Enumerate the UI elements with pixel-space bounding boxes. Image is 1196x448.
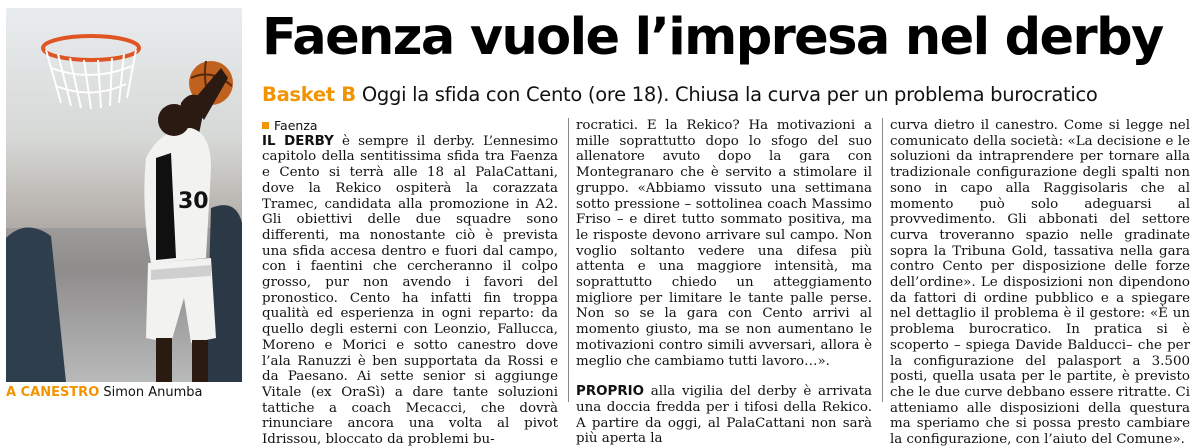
paragraph-2: rocratici. E la Rekico? Ha motivazioni a mille soprattutto dopo lo sfogo del suo allenatore avuto dopo la gara con Montegranaro che è servito a stimolare il gruppo. «Abbiamo vissuto una settimana sotto pressione – sottolinea coach Massimo Friso – e diret tutto sommato positiva, ma le risposte devono arrivare sul campo. Non voglio soltanto vedere una difesa più attenta e una maggiore intensità, ma soprattutto chiedo un atteggiamento migliore per limitare le tante palle perse. Non so se la gara con Cento arrivi al momento giusto, ma se non aumentano le motivazioni contro simili avversari, allora è meglio che cambiamo tutti lavoro…». [576,118,872,369]
dateline [262,118,558,134]
orange-square-icon [262,122,269,129]
paragraph-1-text: è sempre il derby. L’ennesimo capitolo della sentitissima sfida tra Faenza e Cento si terrà alle 18 al PalaCattani, dove la Rekico ospiterà la corazzata Tramec, candidata alla promozione in A2. Gli obiettivi delle due squadre sono differenti, ma nonostante ciò è prevista una sfida accesa dentro e fuori dal campo, con i faentini che cercheranno il colpo grosso, pur non avendo i favori del pronostico. Cento ha infatti fin troppa qualità ed esperienza in ogni reparto: da quello degli esterni con Leonzio, Fallucca, Moreno e Morici e sotto canestro dove l’ala Ranuzzi è ben supportata da Rossi e da Paesano. Ai sette senior si aggiunge Vitale (ex OraSì) a dare tante soluzioni tattiche a coach Mecacci, che dovrà rinunciare ancora una volta al pivot Idrissou, bloccato da problemi bu- [262,133,559,448]
paragraph-4: curva dietro il canestro. Come si legge nel comunicato della società: «La decisione e le soluzioni da intraprendere per tornare alla tradizionale configurazione degli spalti non sono in capo alla Raggisolaris che al momento può solo adeguarsi al provvedimento. Gli abbonati del settore curva troveranno spazio nelle gradinate sopra la Tribuna Gold, tassativa nella gara contro Cento per disposizione delle forze dell’ordine». Le disposizioni non dipendono da fattori di ordine pubblico e a spiegare nel dettaglio il problema è il gestore: «È un problema burocratico. In pratica si è scoperto – spiega Davide Balducci– che per la configurazione del palasport a 3.500 posti, quella usata per le partite, è previsto che le due curve debbano essere ritratte. Ci atteniamo alle disposizioni della questura ma speriamo che si possa presto cambiare la configurazione, con l’aiuto del Comune». [890,118,1190,448]
headline: Faenza vuole l’impresa nel derby [262,8,1163,67]
paragraph-3 [576,384,872,447]
paragraph-3-text: alla vigilia del derby è arrivata una doccia fredda per i tifosi della Rekico. A partire da oggi, al PalaCattani non sarà più aperta la [576,384,872,447]
subheadline [262,80,1192,110]
caption-name: Simon Anumba [103,385,203,400]
article-column-2 [576,118,872,447]
basketball-photo-illustration [6,8,242,382]
jersey-number: 30 [178,189,209,214]
paragraph-1 [262,134,558,448]
lead-in-2: PROPRIO [576,384,644,400]
location: Faenza [274,118,318,133]
lead-in: IL DERBY [262,133,334,149]
article-column-3 [890,118,1190,448]
photo-caption [6,384,246,402]
article-column-1 [262,118,559,448]
section-kicker: Basket B [262,83,356,106]
caption-tag: A CANESTRO [6,385,100,400]
column-divider [882,118,883,402]
column-divider [568,118,569,402]
subhead-text: Oggi la sfida con Cento (ore 18). Chiusa la curva per un problema burocratico [361,83,1098,106]
player-photo [6,8,242,382]
